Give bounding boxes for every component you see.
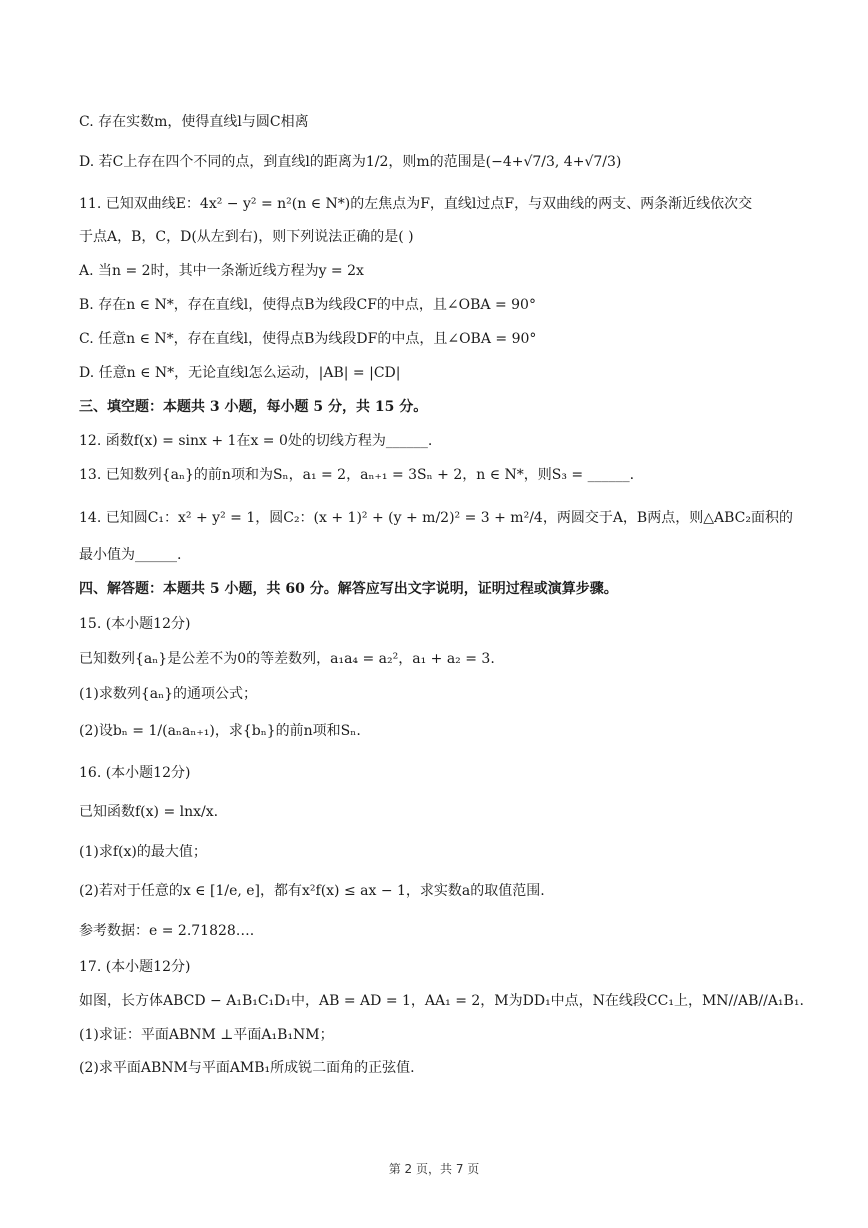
question-16-part1: (1)求f(x)的最大值； (79, 844, 207, 860)
reference-data: 参考数据：e = 2.71828…. (79, 923, 255, 939)
question-11-line1: 11. 已知双曲线E：4x² − y² = n²(n ∈ N*)的左焦点为F，直线l过点F，与双曲线的两支、两条渐近线依次交 (79, 196, 753, 212)
section-heading-fill-in: 三、填空题：本题共 3 小题，每小题 5 分，共 15 分。 (79, 399, 428, 415)
option-a-q11: A. 当n = 2时，其中一条渐近线方程为y = 2x (79, 263, 364, 279)
question-13: 13. 已知数列{aₙ}的前n项和为Sₙ，a₁ = 2，aₙ₊₁ = 3Sₙ + 2，n ∈ N*，则S₃ = ______. (79, 467, 635, 483)
option-b-q11: B. 存在n ∈ N*，存在直线l，使得点B为线段CF的中点，且∠OBA = 90° (79, 297, 536, 313)
question-17-stem: 如图，长方体ABCD − A₁B₁C₁D₁中，AB = AD = 1，AA₁ = 2，M为DD₁中点，N在线段CC₁上，MN//AB//A₁B₁. (79, 993, 804, 1009)
page-footer: 第 2 页，共 7 页 (388, 1162, 480, 1176)
option-d-q11: D. 任意n ∈ N*，无论直线l怎么运动，|AB| = |CD| (79, 365, 401, 381)
question-15-part2: (2)设bₙ = 1/(aₙaₙ₊₁)，求{bₙ}的前n项和Sₙ. (79, 723, 361, 739)
question-17-header: 17. (本小题12分) (79, 959, 191, 975)
question-12: 12. 函数f(x) = sinx + 1在x = 0处的切线方程为______. (79, 433, 433, 449)
question-15-stem: 已知数列{aₙ}是公差不为0的等差数列，a₁a₄ = a₂²，a₁ + a₂ = 3. (79, 651, 495, 667)
option-c-q10: C. 存在实数m，使得直线l与圆C相离 (79, 114, 309, 130)
question-16-stem: 已知函数f(x) = lnx/x. (79, 804, 219, 820)
question-11-line2: 于点A，B，C，D(从左到右)，则下列说法正确的是( ) (79, 229, 414, 245)
question-15-part1: (1)求数列{aₙ}的通项公式； (79, 686, 258, 702)
question-15-header: 15. (本小题12分) (79, 616, 191, 632)
option-d-q10: D. 若C上存在四个不同的点，到直线l的距离为1/2，则m的范围是(−4+√7/3, 4+√7/3) (79, 154, 622, 170)
question-17-part1: (1)求证：平面ABNM ⊥平面A₁B₁NM； (79, 1027, 334, 1043)
question-14-line1: 14. 已知圆C₁：x² + y² = 1，圆C₂：(x + 1)² + (y + m/2)² = 3 + m²/4，两圆交于A，B两点，则△ABC₂面积的 (79, 510, 793, 526)
question-17-part2: (2)求平面ABNM与平面AMB₁所成锐二面角的正弦值. (79, 1060, 415, 1076)
section-heading-solutions: 四、解答题：本题共 5 小题，共 60 分。解答应写出文字说明，证明过程或演算步骤。 (79, 581, 618, 597)
option-c-q11: C. 任意n ∈ N*，存在直线l，使得点B为线段DF的中点，且∠OBA = 90° (79, 331, 537, 347)
question-16-header: 16. (本小题12分) (79, 765, 191, 781)
question-14-line2: 最小值为______. (79, 547, 182, 563)
question-16-part2: (2)若对于任意的x ∈ [1/e, e]，都有x²f(x) ≤ ax − 1，求实数a的取值范围. (79, 883, 545, 899)
